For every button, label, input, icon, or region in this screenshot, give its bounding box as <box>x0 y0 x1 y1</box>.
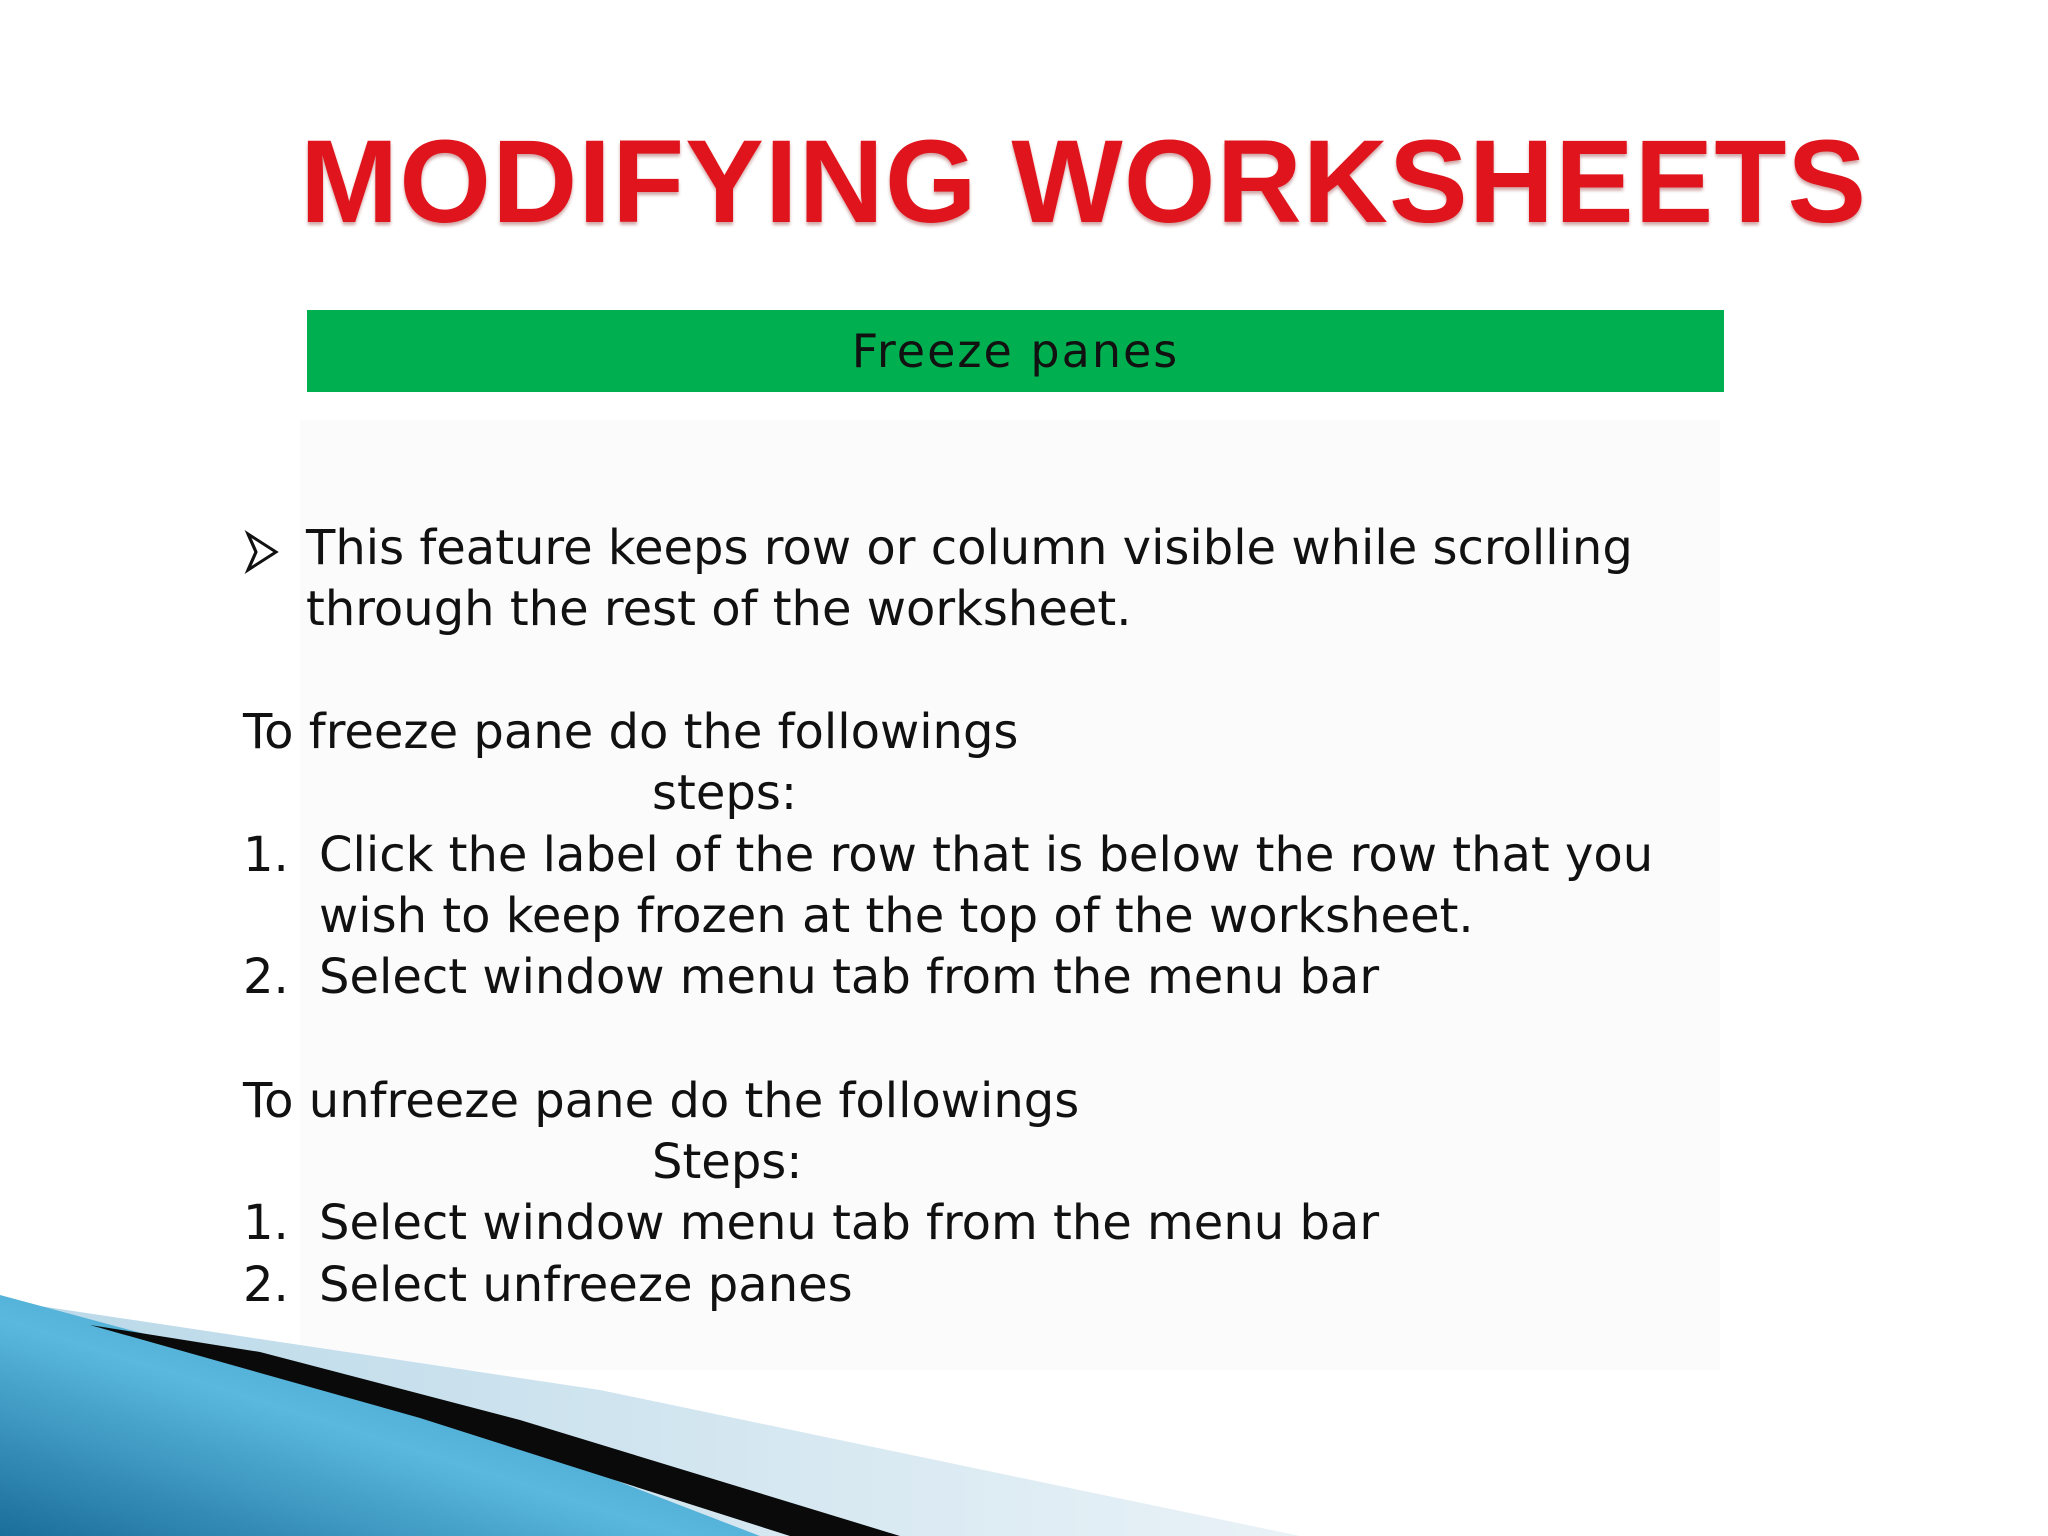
freeze-steps-label: steps: <box>652 765 798 821</box>
freeze-step-1-number: 1. <box>243 827 289 883</box>
unfreeze-step-1-number: 1. <box>243 1195 289 1251</box>
bullet-line-2: through the rest of the worksheet. <box>306 581 1132 637</box>
freeze-step-1-line-1: Click the label of the row that is below the row that you <box>319 827 1654 883</box>
slide-title: MODIFYING WORKSHEETS <box>300 116 1868 248</box>
bullet-line-1: This feature keeps row or column visible while scrolling <box>306 520 1633 576</box>
freeze-step-1-line-2: wish to keep frozen at the top of the worksheet. <box>319 888 1474 944</box>
unfreeze-intro: To unfreeze pane do the followings <box>243 1073 1080 1129</box>
freeze-step-2-line-1: Select window menu tab from the menu bar <box>319 949 1380 1005</box>
freeze-intro: To freeze pane do the followings <box>243 704 1019 760</box>
unfreeze-step-1-line-1: Select window menu tab from the menu bar <box>319 1195 1380 1251</box>
unfreeze-steps-label: Steps: <box>652 1134 803 1190</box>
freeze-step-2-number: 2. <box>243 949 289 1005</box>
banner-label: Freeze panes <box>851 324 1180 378</box>
unfreeze-step-2-line-1: Select unfreeze panes <box>319 1257 853 1313</box>
unfreeze-step-2-number: 2. <box>243 1257 289 1313</box>
